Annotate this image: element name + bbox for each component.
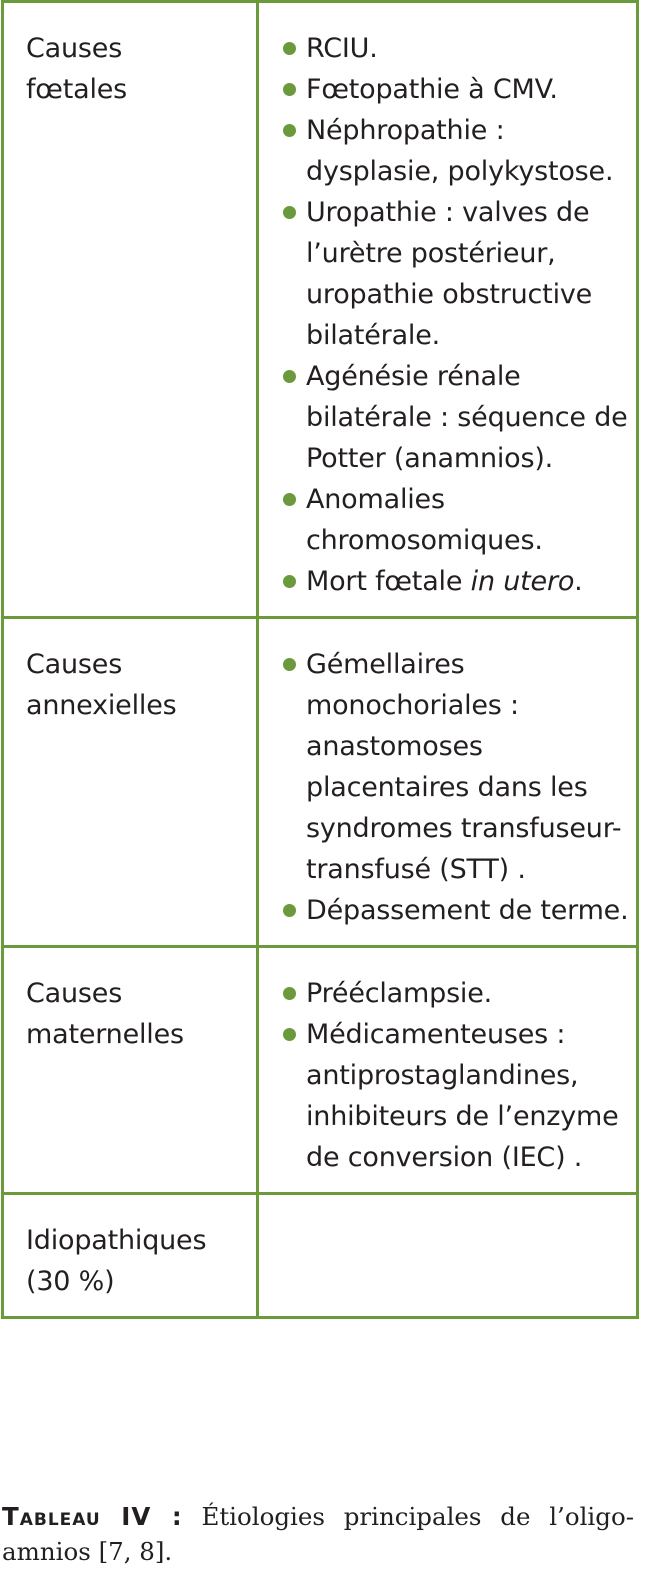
cause-cell-maternelles: [3, 947, 258, 1194]
list-item-text: Uropathie : valves de l’urètre postérieur, uropathie obstructive bilatérale.: [306, 197, 593, 351]
list-item-text: Néphropathie : dysplasie, polykystose.: [306, 115, 614, 187]
cause-label: fœtales: [26, 74, 128, 105]
list-item-text: Fœtopathie à CMV.: [306, 74, 558, 105]
list-item: [281, 110, 630, 192]
list-item-text: Médicamenteuses : antiprostaglandines, inhibiteurs de l’enzyme de conversion (IEC) .: [306, 1019, 619, 1173]
list-item: [281, 356, 630, 479]
list-item: [281, 192, 630, 356]
list-item-text-suffix: .: [574, 566, 583, 597]
bullet-dot-icon: [283, 904, 296, 917]
bullet-dot-icon: [283, 124, 296, 137]
list-item-text: Gémellaires monochoriales : anastomoses placentaires dans les syndromes transfuseur-transfusé (STT) .: [306, 649, 622, 885]
bullet-dot-icon: [283, 83, 296, 96]
bullet-dot-icon: [283, 1028, 296, 1041]
bullet-dot-icon: [283, 987, 296, 1000]
list-item-text-italic: in utero: [470, 566, 575, 597]
cause-list: [281, 973, 630, 1178]
items-cell-annexielles: [258, 618, 638, 947]
list-item: [281, 28, 630, 69]
list-item: [281, 561, 630, 602]
table-caption: [2, 1499, 634, 1569]
caption-label: Tableau IV :: [2, 1502, 183, 1531]
table-row-maternelles: [3, 947, 638, 1194]
cause-label: Causes: [26, 978, 123, 1009]
cause-label: annexielles: [26, 690, 177, 721]
cause-cell-foetal: [3, 2, 258, 618]
bullet-dot-icon: [283, 658, 296, 671]
bullet-dot-icon: [283, 575, 296, 588]
cause-label: (30 %): [26, 1266, 115, 1297]
cause-label: Idiopathiques: [26, 1225, 207, 1256]
items-cell-foetal: [258, 2, 638, 618]
list-item: [281, 973, 630, 1014]
list-item-text: RCIU.: [306, 33, 378, 64]
list-item-text-prefix: Mort fœtale: [306, 566, 471, 597]
cause-label: Causes: [26, 649, 123, 680]
list-item-text: Agénésie rénale bilatérale : séquence de Potter (anamnios).: [306, 361, 628, 474]
cause-cell-annexielles: [3, 618, 258, 947]
list-item-text: Prééclampsie.: [306, 978, 493, 1009]
cause-list: [281, 28, 630, 602]
table-row-idiopathiques: [3, 1194, 638, 1318]
cause-label: Causes: [26, 33, 123, 64]
cause-label: maternelles: [26, 1019, 184, 1050]
cause-cell-idiopathiques: [3, 1194, 258, 1318]
bullet-dot-icon: [283, 206, 296, 219]
cause-list: [281, 644, 630, 931]
items-cell-maternelles: [258, 947, 638, 1194]
list-item: [281, 69, 630, 110]
bullet-dot-icon: [283, 370, 296, 383]
etiology-table: [1, 0, 639, 1319]
bullet-dot-icon: [283, 42, 296, 55]
caption-text: Étiologies principales de l’oligoamnios [7, 8].: [2, 1502, 634, 1566]
list-item: [281, 479, 630, 561]
list-item-text: Anomalies chromosomiques.: [306, 484, 543, 556]
table-row-foetal: [3, 2, 638, 618]
bullet-dot-icon: [283, 493, 296, 506]
list-item-text: Dépassement de terme.: [306, 895, 629, 926]
list-item: [281, 644, 630, 890]
items-cell-idiopathiques: [258, 1194, 638, 1318]
table-row-annexielles: [3, 618, 638, 947]
list-item: [281, 1014, 630, 1178]
list-item: [281, 890, 630, 931]
